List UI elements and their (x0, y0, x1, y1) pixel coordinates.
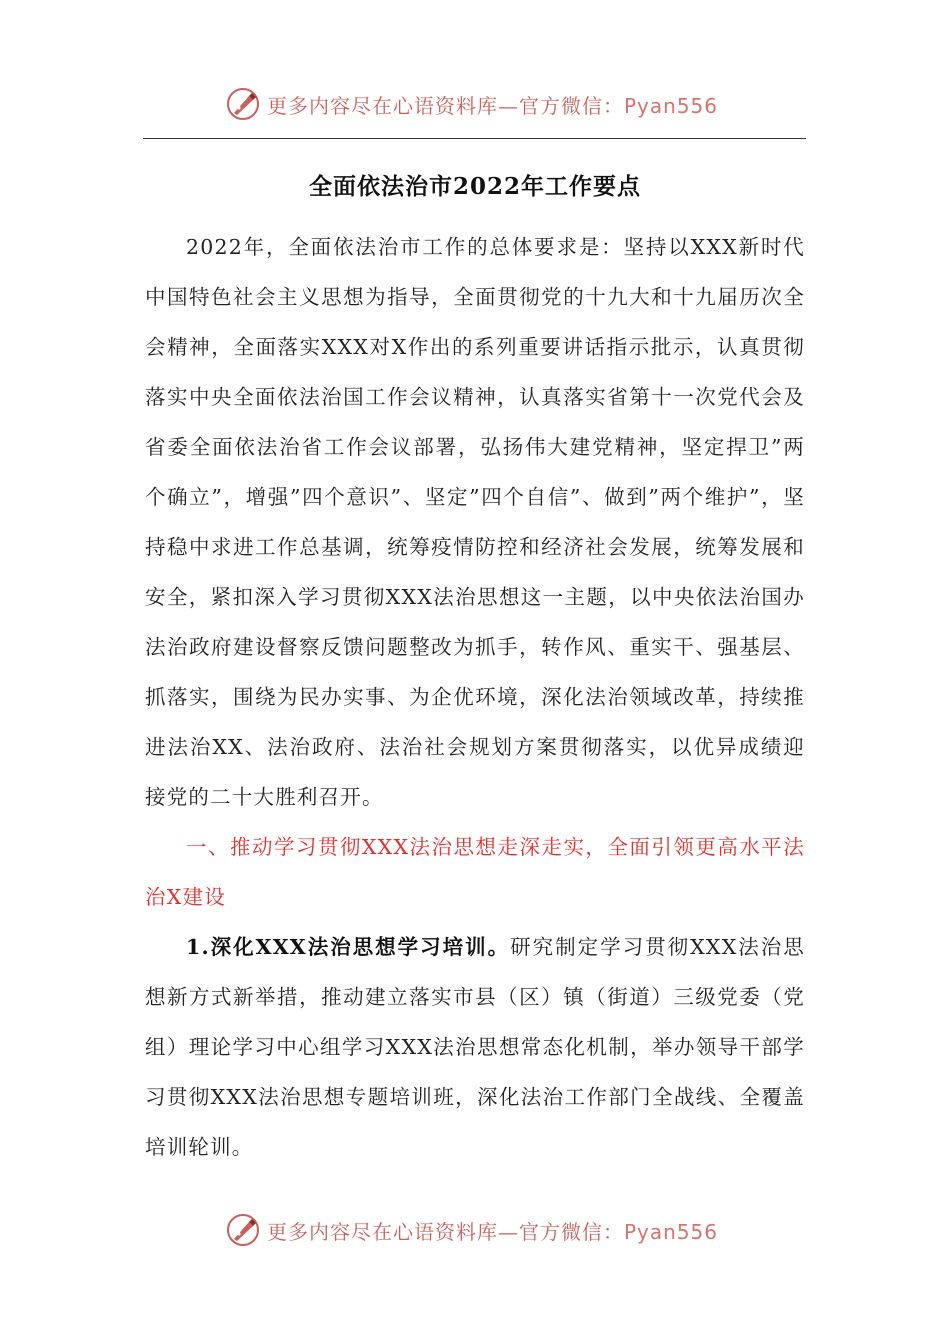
banner-wechat-id: Pyan556 (624, 1219, 719, 1244)
item-1-body: 研究制定学习贯彻XXX法治思想新方式新举措，推动建立落实市县（区）镇（街道）三级党委（党组）理论学习中心组学习XXX法治思想常态化机制，举办领导干部学习贯彻XXX法治思想专题培训班，深化法治工作部门全战线、全覆盖培训轮训。 (145, 935, 805, 1159)
footer-banner (225, 1210, 718, 1250)
section-heading-1: 一、推动学习贯彻XXX法治思想走深走实，全面引领更高水平法治X建设 (145, 835, 805, 909)
item-1-paragraph (145, 922, 805, 1172)
banner-label: 更多内容尽在心语资料库—官方微信： (267, 1219, 624, 1244)
intro-paragraph: 2022年，全面依法治市工作的总体要求是：坚持以XXX新时代中国特色社会主义思想为指导，全面贯彻党的十九大和十九届历次全会精神，全面落实XXX对X作出的系列重要讲话指示批示，认真贯彻落实中央全面依法治国工作会议精神，认真落实省第十一次党代会及省委全面依法治省工作会议部署，弘扬伟大建党精神，坚定捍卫”两个确立”，增强”四个意识”、坚定”四个自信”、做到”两个维护”，坚持稳中求进工作总基调，统筹疫情防控和经济社会发展，统筹发展和安全，紧扣深入学习贯彻XXX法治思想这一主题，以中央依法治国办法治政府建设督察反馈问题整改为抓手，转作风、重实干、强基层、抓落实，围绕为民办实事、为企优环境，深化法治领域改革，持续推进法治XX、法治政府、法治社会规划方案贯彻落实，以优异成绩迎接党的二十大胜利召开。 (145, 235, 805, 809)
banner-wechat-id: Pyan556 (624, 93, 719, 118)
document-title: 全面依法治市2022年工作要点 (308, 173, 641, 200)
pen-nib-logo-icon (225, 86, 261, 122)
item-1-lead: 1.深化XXX法治思想学习培训。 (186, 935, 511, 959)
banner-text (267, 1216, 718, 1245)
header-divider (143, 138, 806, 139)
header-banner (225, 84, 718, 124)
banner-text (267, 90, 718, 119)
pen-nib-logo-icon (225, 1212, 261, 1248)
document-body (145, 222, 805, 1172)
banner-label: 更多内容尽在心语资料库—官方微信： (267, 93, 624, 118)
